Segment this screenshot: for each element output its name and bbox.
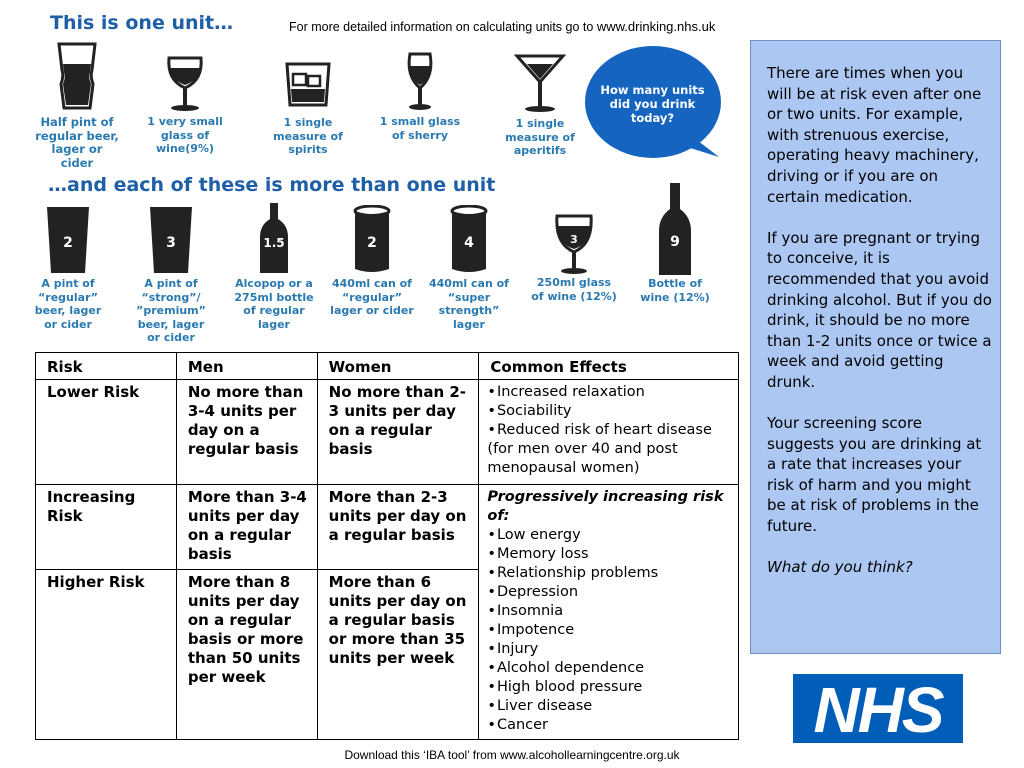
effects-heading: Progressively increasing risk of: — [487, 489, 724, 524]
men-cell: More than 3-4 units per day on a regular basis — [176, 485, 317, 570]
drink-label: 1 single measure of aperitifs — [505, 117, 575, 157]
drink-label: A pint of “regular” beer, lager or cider — [34, 277, 102, 331]
can-icon — [352, 205, 392, 275]
info-url[interactable]: www.drinking.nhs.uk — [596, 19, 716, 34]
advice-paragraph: There are times when you will be at risk even after one or two units. For example, with strenuous exercise, operating heavy machinery, driving or if you are on certain medication. — [767, 64, 982, 206]
risk-cell: Lower Risk — [36, 380, 177, 485]
wine-glass-icon — [165, 56, 205, 112]
risk-cell: Higher Risk — [36, 570, 177, 740]
drink-can-super — [427, 205, 511, 331]
units-value: 9 — [670, 234, 680, 250]
effect-item: • Alcohol dependence — [487, 659, 734, 678]
column-header: Common Effects — [479, 353, 739, 380]
bubble-text: How many units did you drink today? — [600, 83, 705, 125]
women-cell: No more than 2-3 units per day on a regular basis — [317, 380, 479, 485]
effect-item: • Increased relaxation — [487, 383, 734, 402]
table-row — [36, 380, 739, 485]
drink-label: 1 small glass of sherry — [379, 115, 461, 142]
effect-item: • Cancer — [487, 716, 734, 735]
advice-question: What do you think? — [767, 558, 913, 577]
alcopop-bottle-icon — [258, 201, 290, 275]
men-cell: No more than 3-4 units per day on a regular basis — [176, 380, 317, 485]
drink-alcopop — [228, 201, 320, 331]
drink-pint-regular — [32, 205, 104, 331]
risk-cell: Increasing Risk — [36, 485, 177, 570]
info-line — [289, 19, 715, 34]
table-row — [36, 485, 739, 570]
women-cell: More than 6 units per day on a regular basis or more than 35 units per week — [317, 570, 479, 740]
info-text: For more detailed information on calculating units go to — [289, 20, 594, 34]
title-more-than-one-unit: …and each of these is more than one unit — [48, 174, 496, 196]
drink-label: 440ml can of “regular” lager or cider — [330, 277, 414, 317]
drink-label: 1 single measure of spirits — [273, 116, 343, 156]
units-value: 4 — [464, 235, 474, 251]
drink-wine-250ml — [531, 214, 617, 303]
women-cell: More than 2-3 units per day on a regular basis — [317, 485, 479, 570]
effect-item: • Liver disease — [487, 697, 734, 716]
effects-cell — [479, 380, 739, 485]
advice-paragraph: If you are pregnant or trying to conceive, it is recommended that you avoid drinking alcohol. But if you do drink, it should be no more than 1-2 units once or twice a week and avoid getting drunk. — [767, 228, 992, 391]
units-value: 2 — [367, 235, 377, 251]
pint-glass-icon — [148, 205, 194, 275]
drink-sherry — [372, 52, 468, 142]
drink-half-pint — [35, 42, 119, 170]
martini-glass-icon — [514, 52, 566, 114]
drink-label: 440ml can of “super strength” lager — [429, 277, 509, 331]
effect-item: • Low energy — [487, 526, 734, 545]
effect-item: • Reduced risk of heart disease (for men over 40 and post menopausal women) — [487, 421, 734, 478]
drink-spirits — [266, 62, 350, 157]
drink-pint-strong — [130, 205, 212, 345]
spirits-tumbler-icon — [284, 62, 332, 108]
effect-item: • Impotence — [487, 621, 734, 640]
column-header: Risk — [36, 353, 177, 380]
advice-panel — [750, 40, 1001, 654]
table-header-row — [36, 353, 739, 380]
effects-cell — [479, 485, 739, 740]
units-value: 3 — [166, 235, 176, 251]
half-pint-glass-icon — [55, 42, 99, 110]
effect-item: • High blood pressure — [487, 678, 734, 697]
drink-label: Half pint of regular beer, lager or cider — [35, 115, 119, 170]
men-cell: More than 8 units per day on a regular basis or more than 50 units per week — [176, 570, 317, 740]
sherry-glass-icon — [405, 52, 435, 112]
drink-label: 1 very small glass of wine(9%) — [147, 115, 223, 155]
pint-glass-icon — [45, 205, 91, 275]
effect-item: • Injury — [487, 640, 734, 659]
drink-wine-bottle — [640, 181, 710, 304]
units-value: 1.5 — [263, 236, 285, 250]
drink-label: Alcopop or a 275ml bottle of regular lager — [234, 277, 314, 331]
effect-item: • Relationship problems — [487, 564, 734, 583]
drink-label: Bottle of wine (12%) — [640, 277, 710, 304]
drink-label: 250ml glass of wine (12%) — [531, 276, 617, 303]
drink-label: A pint of “strong”/ ”premium” beer, lager or cider — [136, 277, 206, 344]
column-header: Women — [317, 353, 479, 380]
units-value: 2 — [63, 235, 73, 251]
column-header: Men — [176, 353, 317, 380]
wine-bottle-icon — [657, 181, 693, 277]
wine-glass-icon — [554, 214, 594, 276]
drink-small-wine — [140, 56, 230, 156]
drink-aperitif — [498, 52, 582, 158]
units-value: 3 — [570, 233, 578, 246]
nhs-logo — [793, 674, 963, 743]
drink-can-regular — [330, 205, 414, 318]
advice-paragraph: Your screening score suggests you are drinking at a rate that increases your risk of harm and you might be at risk of problems in the future. — [767, 414, 982, 536]
footer-download-link[interactable]: Download this ‘IBA tool’ from www.alcohollearningcentre.org.uk — [344, 748, 680, 762]
risk-table — [35, 352, 739, 740]
title-one-unit: This is one unit… — [50, 12, 234, 34]
nhs-logo-text: NHS — [813, 674, 943, 743]
effect-item: • Sociability — [487, 402, 734, 421]
effect-item: • Insomnia — [487, 602, 734, 621]
can-icon — [449, 205, 489, 275]
effect-item: • Memory loss — [487, 545, 734, 564]
effect-item: • Depression — [487, 583, 734, 602]
